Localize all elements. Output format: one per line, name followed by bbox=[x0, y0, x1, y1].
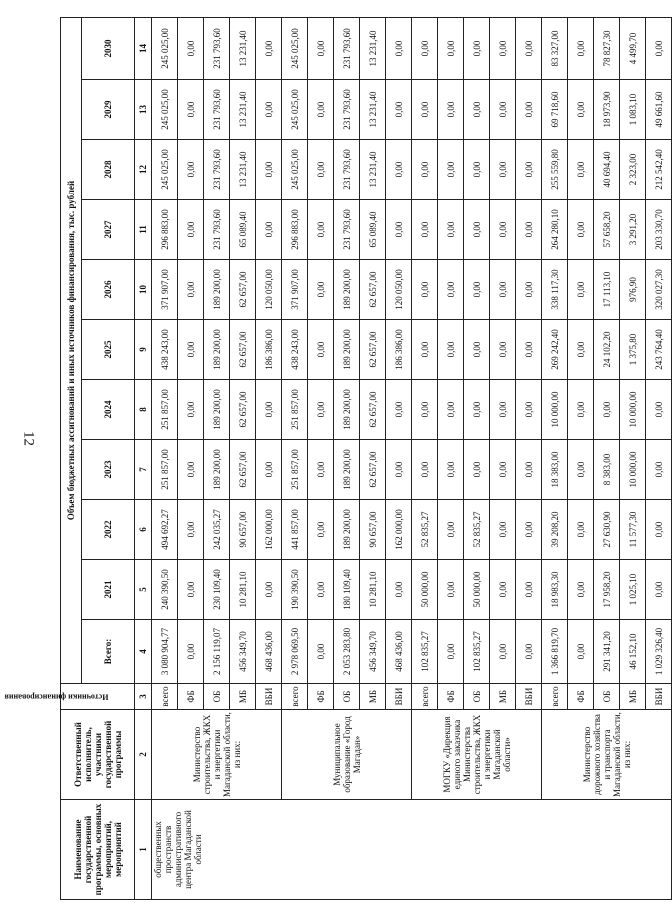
value-cell: 0,00 bbox=[464, 80, 490, 140]
value-cell: 189 200,00 bbox=[334, 500, 360, 560]
value-cell: 251 857,00 bbox=[282, 380, 308, 440]
source-cell: ВБИ bbox=[646, 684, 672, 710]
value-cell: 0,00 bbox=[412, 320, 438, 380]
header-total: Всего: bbox=[82, 620, 135, 684]
header-year: 2025 bbox=[82, 320, 135, 380]
column-index: 2 bbox=[135, 710, 152, 800]
value-cell: 0,00 bbox=[412, 200, 438, 260]
financing-table bbox=[4, 17, 672, 900]
value-cell: 39 208,20 bbox=[542, 500, 568, 560]
value-cell: 2 053 283,80 bbox=[334, 620, 360, 684]
value-cell: 0,00 bbox=[178, 200, 204, 260]
value-cell: 0,00 bbox=[178, 560, 204, 620]
value-cell: 189 200,00 bbox=[334, 440, 360, 500]
value-cell: 0,00 bbox=[412, 80, 438, 140]
value-cell: 441 857,00 bbox=[282, 500, 308, 560]
value-cell: 0,00 bbox=[178, 500, 204, 560]
page-number: 12 bbox=[20, 431, 37, 446]
value-cell: 0,00 bbox=[516, 380, 542, 440]
value-cell: 0,00 bbox=[308, 17, 334, 79]
source-cell: ВБИ bbox=[256, 684, 282, 710]
value-cell: 189 200,00 bbox=[204, 380, 230, 440]
value-cell: 62 657,00 bbox=[230, 320, 256, 380]
value-cell: 0,00 bbox=[646, 500, 672, 560]
source-cell: МБ bbox=[490, 684, 516, 710]
responsible-cell: МОГКУ «Дирекция единого заказчика Министерства строительства, ЖКХ и энергетики Магаданской области» bbox=[412, 710, 542, 800]
value-cell: 245 025,00 bbox=[282, 80, 308, 140]
value-cell: 0,00 bbox=[386, 17, 412, 79]
value-cell: 231 793,60 bbox=[334, 200, 360, 260]
value-cell: 0,00 bbox=[178, 17, 204, 79]
value-cell: 13 231,40 bbox=[230, 17, 256, 79]
value-cell: 0,00 bbox=[568, 620, 594, 684]
value-cell: 291 341,20 bbox=[594, 620, 620, 684]
value-cell: 0,00 bbox=[386, 140, 412, 200]
value-cell: 0,00 bbox=[256, 17, 282, 79]
value-cell: 0,00 bbox=[464, 440, 490, 500]
value-cell: 251 857,00 bbox=[282, 440, 308, 500]
value-cell: 13 231,40 bbox=[360, 80, 386, 140]
value-cell: 0,00 bbox=[490, 80, 516, 140]
value-cell: 0,00 bbox=[308, 380, 334, 440]
value-cell: 0,00 bbox=[516, 200, 542, 260]
source-cell: ОБ bbox=[204, 684, 230, 710]
table-row bbox=[152, 17, 178, 899]
source-cell: МБ bbox=[360, 684, 386, 710]
value-cell: 0,00 bbox=[308, 560, 334, 620]
value-cell: 243 764,40 bbox=[646, 320, 672, 380]
value-cell: 231 793,60 bbox=[334, 80, 360, 140]
value-cell: 17 958,20 bbox=[594, 560, 620, 620]
value-cell: 0,00 bbox=[438, 260, 464, 320]
column-index-row bbox=[135, 17, 152, 899]
value-cell: 468 436,00 bbox=[386, 620, 412, 684]
value-cell: 0,00 bbox=[568, 260, 594, 320]
value-cell: 371 907,00 bbox=[152, 260, 178, 320]
value-cell: 0,00 bbox=[412, 140, 438, 200]
column-index: 11 bbox=[135, 200, 152, 260]
value-cell: 18 383,00 bbox=[542, 440, 568, 500]
column-index: 14 bbox=[135, 17, 152, 79]
value-cell: 0,00 bbox=[490, 260, 516, 320]
value-cell: 11 577,30 bbox=[620, 500, 646, 560]
source-cell: всего bbox=[542, 684, 568, 710]
value-cell: 78 827,30 bbox=[594, 17, 620, 79]
value-cell: 0,00 bbox=[490, 380, 516, 440]
value-cell: 456 349,70 bbox=[360, 620, 386, 684]
value-cell: 0,00 bbox=[568, 560, 594, 620]
source-cell: МБ bbox=[230, 684, 256, 710]
column-index: 6 bbox=[135, 500, 152, 560]
value-cell: 0,00 bbox=[490, 320, 516, 380]
value-cell: 120 050,00 bbox=[386, 260, 412, 320]
source-cell: ОБ bbox=[334, 684, 360, 710]
value-cell: 0,00 bbox=[490, 17, 516, 79]
value-cell: 0,00 bbox=[178, 260, 204, 320]
responsible-cell: Муниципальное образование «Город Магадан» bbox=[282, 710, 412, 800]
value-cell: 13 231,40 bbox=[230, 140, 256, 200]
value-cell: 245 025,00 bbox=[282, 17, 308, 79]
value-cell: 0,00 bbox=[568, 500, 594, 560]
value-cell: 0,00 bbox=[178, 80, 204, 140]
value-cell: 0,00 bbox=[386, 200, 412, 260]
value-cell: 0,00 bbox=[438, 620, 464, 684]
value-cell: 0,00 bbox=[256, 80, 282, 140]
value-cell: 3 080 904,77 bbox=[152, 620, 178, 684]
table-row bbox=[282, 17, 308, 899]
source-cell: всего bbox=[152, 684, 178, 710]
header-responsible: Ответственный исполнитель, участники государственной программы bbox=[61, 710, 135, 800]
value-cell: 13 231,40 bbox=[360, 17, 386, 79]
value-cell: 0,00 bbox=[386, 560, 412, 620]
value-cell: 120 050,00 bbox=[256, 260, 282, 320]
value-cell: 189 200,00 bbox=[204, 320, 230, 380]
value-cell: 0,00 bbox=[464, 200, 490, 260]
value-cell: 10 000,00 bbox=[542, 380, 568, 440]
value-cell: 189 200,00 bbox=[204, 440, 230, 500]
value-cell: 62 657,00 bbox=[360, 440, 386, 500]
value-cell: 338 117,30 bbox=[542, 260, 568, 320]
value-cell: 27 630,90 bbox=[594, 500, 620, 560]
header-year: 2023 bbox=[82, 440, 135, 500]
value-cell: 0,00 bbox=[308, 200, 334, 260]
column-index: 9 bbox=[135, 320, 152, 380]
value-cell: 1 375,80 bbox=[620, 320, 646, 380]
value-cell: 0,00 bbox=[568, 320, 594, 380]
value-cell: 62 657,00 bbox=[230, 260, 256, 320]
value-cell: 0,00 bbox=[178, 140, 204, 200]
value-cell: 102 835,27 bbox=[412, 620, 438, 684]
value-cell: 0,00 bbox=[412, 440, 438, 500]
value-cell: 65 089,40 bbox=[360, 200, 386, 260]
column-index: 7 bbox=[135, 440, 152, 500]
value-cell: 0,00 bbox=[490, 560, 516, 620]
responsible-cell: Министерство строительства, ЖКХ и энергетики Магаданской области, из них: bbox=[152, 710, 282, 800]
source-cell: ФБ bbox=[178, 684, 204, 710]
header-year: 2028 bbox=[82, 140, 135, 200]
source-cell: ОБ bbox=[464, 684, 490, 710]
value-cell: 0,00 bbox=[646, 440, 672, 500]
table-body bbox=[152, 17, 672, 899]
value-cell: 180 109,40 bbox=[334, 560, 360, 620]
header-volume: Объем бюджетных ассигнований и иных источников финансирования, тыс. рублей bbox=[61, 17, 82, 683]
value-cell: 245 025,00 bbox=[152, 17, 178, 79]
value-cell: 0,00 bbox=[178, 380, 204, 440]
value-cell: 13 231,40 bbox=[230, 80, 256, 140]
header-year: 2021 bbox=[82, 560, 135, 620]
value-cell: 90 657,00 bbox=[230, 500, 256, 560]
value-cell: 0,00 bbox=[516, 440, 542, 500]
value-cell: 456 349,70 bbox=[230, 620, 256, 684]
value-cell: 10 000,00 bbox=[620, 380, 646, 440]
value-cell: 230 109,40 bbox=[204, 560, 230, 620]
value-cell: 0,00 bbox=[308, 440, 334, 500]
value-cell: 0,00 bbox=[646, 560, 672, 620]
value-cell: 186 386,00 bbox=[386, 320, 412, 380]
value-cell: 0,00 bbox=[256, 140, 282, 200]
value-cell: 0,00 bbox=[438, 500, 464, 560]
source-cell: всего bbox=[412, 684, 438, 710]
value-cell: 0,00 bbox=[256, 200, 282, 260]
column-index: 4 bbox=[135, 620, 152, 684]
value-cell: 251 857,00 bbox=[152, 440, 178, 500]
value-cell: 62 657,00 bbox=[230, 380, 256, 440]
value-cell: 0,00 bbox=[594, 380, 620, 440]
value-cell: 65 089,40 bbox=[230, 200, 256, 260]
column-index: 3 bbox=[135, 684, 152, 710]
value-cell: 40 694,40 bbox=[594, 140, 620, 200]
value-cell: 2 978 069,50 bbox=[282, 620, 308, 684]
value-cell: 1 025,10 bbox=[620, 560, 646, 620]
value-cell: 50 000,00 bbox=[464, 560, 490, 620]
value-cell: 0,00 bbox=[464, 320, 490, 380]
value-cell: 0,00 bbox=[438, 200, 464, 260]
value-cell: 231 793,60 bbox=[204, 140, 230, 200]
header-year: 2024 bbox=[82, 380, 135, 440]
value-cell: 50 000,00 bbox=[412, 560, 438, 620]
value-cell: 0,00 bbox=[308, 500, 334, 560]
value-cell: 0,00 bbox=[490, 200, 516, 260]
value-cell: 0,00 bbox=[308, 140, 334, 200]
value-cell: 245 025,00 bbox=[152, 140, 178, 200]
header-year: 2022 bbox=[82, 500, 135, 560]
value-cell: 102 835,27 bbox=[464, 620, 490, 684]
value-cell: 0,00 bbox=[308, 260, 334, 320]
value-cell: 189 200,00 bbox=[334, 380, 360, 440]
value-cell: 494 692,27 bbox=[152, 500, 178, 560]
responsible-cell: Министерство дорожного хозяйства и транспорта Магаданской области, из них: bbox=[542, 710, 672, 800]
value-cell: 162 000,00 bbox=[256, 500, 282, 560]
source-cell: МБ bbox=[620, 684, 646, 710]
value-cell: 245 025,00 bbox=[282, 140, 308, 200]
value-cell: 0,00 bbox=[516, 620, 542, 684]
value-cell: 24 102,20 bbox=[594, 320, 620, 380]
column-index: 1 bbox=[135, 800, 152, 900]
value-cell: 0,00 bbox=[438, 140, 464, 200]
value-cell: 17 113,10 bbox=[594, 260, 620, 320]
value-cell: 10 281,10 bbox=[360, 560, 386, 620]
column-index: 10 bbox=[135, 260, 152, 320]
source-cell: ФБ bbox=[438, 684, 464, 710]
value-cell: 0,00 bbox=[412, 260, 438, 320]
value-cell: 231 793,60 bbox=[204, 200, 230, 260]
value-cell: 251 857,00 bbox=[152, 380, 178, 440]
value-cell: 438 243,00 bbox=[152, 320, 178, 380]
value-cell: 0,00 bbox=[412, 380, 438, 440]
value-cell: 0,00 bbox=[256, 440, 282, 500]
value-cell: 83 327,00 bbox=[542, 17, 568, 79]
value-cell: 162 000,00 bbox=[386, 500, 412, 560]
value-cell: 0,00 bbox=[464, 380, 490, 440]
value-cell: 49 661,60 bbox=[646, 80, 672, 140]
value-cell: 2 323,00 bbox=[620, 140, 646, 200]
value-cell: 0,00 bbox=[438, 380, 464, 440]
source-cell: ФБ bbox=[308, 684, 334, 710]
header-year: 2026 bbox=[82, 260, 135, 320]
value-cell: 62 657,00 bbox=[230, 440, 256, 500]
value-cell: 4 499,70 bbox=[620, 17, 646, 79]
value-cell: 62 657,00 bbox=[360, 380, 386, 440]
value-cell: 0,00 bbox=[386, 80, 412, 140]
value-cell: 0,00 bbox=[490, 620, 516, 684]
value-cell: 186 386,00 bbox=[256, 320, 282, 380]
value-cell: 10 000,00 bbox=[620, 440, 646, 500]
value-cell: 1 366 819,70 bbox=[542, 620, 568, 684]
value-cell: 52 835,27 bbox=[412, 500, 438, 560]
value-cell: 296 883,00 bbox=[152, 200, 178, 260]
column-index: 8 bbox=[135, 380, 152, 440]
header-year: 2029 bbox=[82, 80, 135, 140]
value-cell: 0,00 bbox=[178, 620, 204, 684]
value-cell: 69 718,60 bbox=[542, 80, 568, 140]
value-cell: 296 883,00 bbox=[282, 200, 308, 260]
value-cell: 255 559,80 bbox=[542, 140, 568, 200]
value-cell: 0,00 bbox=[568, 380, 594, 440]
value-cell: 231 793,60 bbox=[334, 17, 360, 79]
value-cell: 52 835,27 bbox=[464, 500, 490, 560]
value-cell: 0,00 bbox=[308, 620, 334, 684]
header-source: Источники финансирования bbox=[61, 684, 135, 710]
value-cell: 468 436,00 bbox=[256, 620, 282, 684]
value-cell: 0,00 bbox=[412, 17, 438, 79]
value-cell: 231 793,60 bbox=[204, 17, 230, 79]
value-cell: 0,00 bbox=[256, 380, 282, 440]
value-cell: 371 907,00 bbox=[282, 260, 308, 320]
value-cell: 0,00 bbox=[464, 17, 490, 79]
value-cell: 62 657,00 bbox=[360, 320, 386, 380]
value-cell: 90 657,00 bbox=[360, 500, 386, 560]
value-cell: 189 200,00 bbox=[334, 260, 360, 320]
source-cell: ОБ bbox=[594, 684, 620, 710]
header-year: 2027 bbox=[82, 200, 135, 260]
value-cell: 320 027,30 bbox=[646, 260, 672, 320]
value-cell: 3 291,20 bbox=[620, 200, 646, 260]
value-cell: 0,00 bbox=[516, 140, 542, 200]
column-index: 12 bbox=[135, 140, 152, 200]
value-cell: 242 035,27 bbox=[204, 500, 230, 560]
value-cell: 0,00 bbox=[516, 17, 542, 79]
value-cell: 0,00 bbox=[646, 17, 672, 79]
value-cell: 0,00 bbox=[438, 440, 464, 500]
column-index: 13 bbox=[135, 80, 152, 140]
value-cell: 18 973,90 bbox=[594, 80, 620, 140]
value-cell: 0,00 bbox=[438, 17, 464, 79]
table-row bbox=[412, 17, 438, 899]
column-index: 5 bbox=[135, 560, 152, 620]
header-year: 2030 bbox=[82, 17, 135, 79]
value-cell: 0,00 bbox=[386, 440, 412, 500]
value-cell: 8 383,00 bbox=[594, 440, 620, 500]
value-cell: 0,00 bbox=[308, 320, 334, 380]
rotated-page bbox=[4, 18, 664, 900]
value-cell: 62 657,00 bbox=[360, 260, 386, 320]
value-cell: 245 025,00 bbox=[152, 80, 178, 140]
value-cell: 0,00 bbox=[464, 140, 490, 200]
value-cell: 0,00 bbox=[568, 440, 594, 500]
value-cell: 231 793,60 bbox=[334, 140, 360, 200]
source-cell: ВБИ bbox=[386, 684, 412, 710]
value-cell: 189 200,00 bbox=[334, 320, 360, 380]
value-cell: 240 390,50 bbox=[152, 560, 178, 620]
value-cell: 0,00 bbox=[490, 500, 516, 560]
value-cell: 0,00 bbox=[256, 560, 282, 620]
value-cell: 0,00 bbox=[178, 440, 204, 500]
value-cell: 264 280,10 bbox=[542, 200, 568, 260]
value-cell: 0,00 bbox=[438, 80, 464, 140]
value-cell: 10 281,10 bbox=[230, 560, 256, 620]
header-name: Наименование государственной программы, основных мероприятий, мероприятий bbox=[61, 800, 135, 900]
value-cell: 46 152,10 bbox=[620, 620, 646, 684]
value-cell: 1 029 326,40 bbox=[646, 620, 672, 684]
value-cell: 13 231,40 bbox=[360, 140, 386, 200]
value-cell: 212 542,40 bbox=[646, 140, 672, 200]
table-row bbox=[542, 17, 568, 899]
value-cell: 0,00 bbox=[490, 440, 516, 500]
value-cell: 0,00 bbox=[516, 80, 542, 140]
value-cell: 0,00 bbox=[568, 140, 594, 200]
value-cell: 190 390,50 bbox=[282, 560, 308, 620]
value-cell: 0,00 bbox=[516, 320, 542, 380]
program-name-cell: общественных пространств административного центра Магаданской области bbox=[152, 800, 672, 900]
value-cell: 438 243,00 bbox=[282, 320, 308, 380]
value-cell: 18 983,30 bbox=[542, 560, 568, 620]
source-cell: всего bbox=[282, 684, 308, 710]
value-cell: 57 658,20 bbox=[594, 200, 620, 260]
value-cell: 0,00 bbox=[516, 560, 542, 620]
source-cell: ФБ bbox=[568, 684, 594, 710]
source-cell: ВБИ bbox=[516, 684, 542, 710]
value-cell: 203 330,70 bbox=[646, 200, 672, 260]
value-cell: 0,00 bbox=[308, 80, 334, 140]
value-cell: 0,00 bbox=[646, 380, 672, 440]
value-cell: 0,00 bbox=[438, 320, 464, 380]
value-cell: 0,00 bbox=[386, 380, 412, 440]
value-cell: 0,00 bbox=[464, 260, 490, 320]
value-cell: 0,00 bbox=[516, 260, 542, 320]
value-cell: 269 242,40 bbox=[542, 320, 568, 380]
value-cell: 0,00 bbox=[516, 500, 542, 560]
value-cell: 1 083,10 bbox=[620, 80, 646, 140]
value-cell: 0,00 bbox=[568, 80, 594, 140]
value-cell: 0,00 bbox=[438, 560, 464, 620]
value-cell: 0,00 bbox=[490, 140, 516, 200]
value-cell: 0,00 bbox=[178, 320, 204, 380]
value-cell: 0,00 bbox=[568, 17, 594, 79]
value-cell: 2 156 119,07 bbox=[204, 620, 230, 684]
value-cell: 231 793,60 bbox=[204, 80, 230, 140]
value-cell: 976,90 bbox=[620, 260, 646, 320]
value-cell: 0,00 bbox=[568, 200, 594, 260]
value-cell: 189 200,00 bbox=[204, 260, 230, 320]
